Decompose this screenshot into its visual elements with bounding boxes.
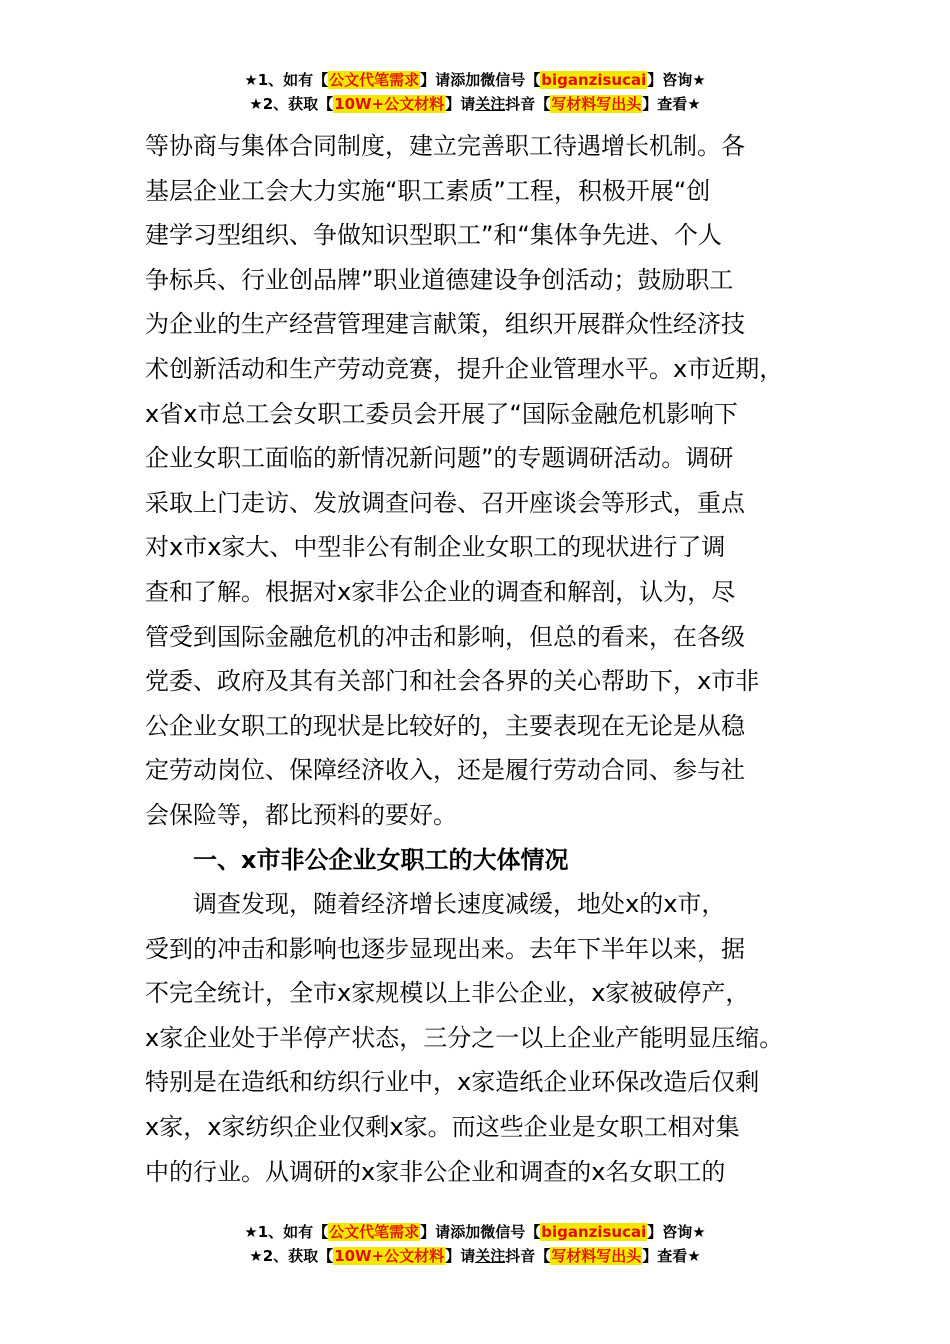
ad-emphasis: 关注	[475, 95, 506, 113]
ad-highlight-materials: 10W+公文材料	[334, 95, 445, 113]
paragraph-line: 基层企业工会大力实施“职工素质”工程，积极开展“创	[145, 176, 711, 205]
paragraph-line: x家，x家纺织企业仅剩x家。而这些企业是女职工相对集	[145, 1113, 740, 1142]
section-heading: 一、x市非公企业女职工的大体情况	[193, 845, 569, 874]
ad-banner-line-2-footer	[0, 1244, 950, 1268]
paragraph-line: 争标兵、行业创品牌”职业道德建设争创活动；鼓励职工	[145, 265, 734, 294]
ad-highlight-wechat-id: biganzisucai	[541, 71, 647, 89]
paragraph-line: x家企业处于半停产状态，三分之一以上企业产能明显压缩。	[145, 1023, 784, 1052]
ad-highlight-service: 公文代笔需求	[329, 71, 420, 89]
document-body	[145, 124, 845, 1194]
ad-text: 】咨询★	[647, 71, 706, 89]
ad-highlight-douyin-account: 写材料写出头	[551, 1247, 642, 1265]
paragraph-line: 特别是在造纸和纺织行业中，x家造纸企业环保改造后仅剩	[145, 1068, 760, 1097]
paragraph-line: 定劳动岗位、保障经济收入，还是履行劳动合同、参与社	[145, 756, 745, 785]
ad-text: ★1、如有【	[244, 1223, 329, 1241]
paragraph-line: 不完全统计，全市x家规模以上非公企业，x家被破停产，	[145, 979, 750, 1008]
ad-highlight-wechat-id: biganzisucai	[541, 1223, 647, 1241]
ad-text: 微信号【	[480, 71, 541, 89]
paragraph-line: 受到的冲击和影响也逐步显现出来。去年下半年以来，据	[145, 934, 745, 963]
paragraph-line: 管受到国际金融危机的冲击和影响，但总的看来，在各级	[145, 622, 745, 651]
ad-emphasis: 关注	[475, 1247, 506, 1265]
ad-text: 】查看★	[642, 1247, 701, 1265]
ad-banner-line-1-footer	[0, 1220, 950, 1244]
ad-text: 】查看★	[642, 95, 701, 113]
ad-text: 】请	[420, 71, 451, 89]
paragraph-line: 调查发现，随着经济增长速度减缓，地处x的x市，	[193, 890, 726, 919]
ad-text: ★1、如有【	[244, 71, 329, 89]
ad-text: ★2、获取【	[249, 95, 334, 113]
ad-text: 】请	[445, 1247, 476, 1265]
paragraph-line: 企业女职工面临的新情况新问题”的专题调研活动。调研	[145, 444, 734, 473]
ad-text: ★2、获取【	[249, 1247, 334, 1265]
paragraph-line: 等协商与集体合同制度，建立完善职工待遇增长机制。各	[145, 132, 745, 160]
paragraph-line: 中的行业。从调研的x家非公企业和调查的x名女职工的	[145, 1157, 726, 1186]
paragraph-line: 会保险等，都比预料的要好。	[145, 800, 457, 829]
paragraph-line: x省x市总工会女职工委员会开展了“国际金融危机影响下	[145, 399, 738, 428]
ad-banner-line-2	[0, 92, 950, 116]
paragraph-line: 对x市x家大、中型非公有制企业女职工的现状进行了调	[145, 533, 726, 562]
ad-text: 】咨询★	[647, 1223, 706, 1241]
paragraph-line: 为企业的生产经营管理建言献策，组织开展群众性经济技	[145, 310, 745, 339]
paragraph-line: 建学习型组织、争做知识型职工”和“集体争先进、个人	[145, 221, 722, 250]
ad-text: 微信号【	[480, 1223, 541, 1241]
paragraph-line: 采取上门走访、发放调查问卷、召开座谈会等形式，重点	[145, 488, 745, 517]
paragraph-line: 术创新活动和生产劳动竞赛，提升企业管理水平。x市近期，	[145, 354, 784, 383]
ad-text: 】请	[420, 1223, 451, 1241]
ad-banner-line-1	[0, 68, 950, 92]
ad-text: 抖音【	[505, 95, 551, 113]
ad-highlight-douyin-account: 写材料写出头	[551, 95, 642, 113]
ad-highlight-materials: 10W+公文材料	[334, 1247, 445, 1265]
ad-emphasis: 添加	[450, 71, 481, 89]
ad-highlight-service: 公文代笔需求	[329, 1223, 420, 1241]
ad-text: 】请	[445, 95, 476, 113]
paragraph-line: 查和了解。根据对x家非公企业的调查和解剖，认为，尽	[145, 577, 736, 606]
ad-emphasis: 添加	[450, 1223, 481, 1241]
paragraph-line: 党委、政府及其有关部门和社会各界的关心帮助下，x市非	[145, 667, 760, 696]
paragraph-line: 公企业女职工的现状是比较好的，主要表现在无论是从稳	[145, 711, 745, 740]
ad-text: 抖音【	[505, 1247, 551, 1265]
